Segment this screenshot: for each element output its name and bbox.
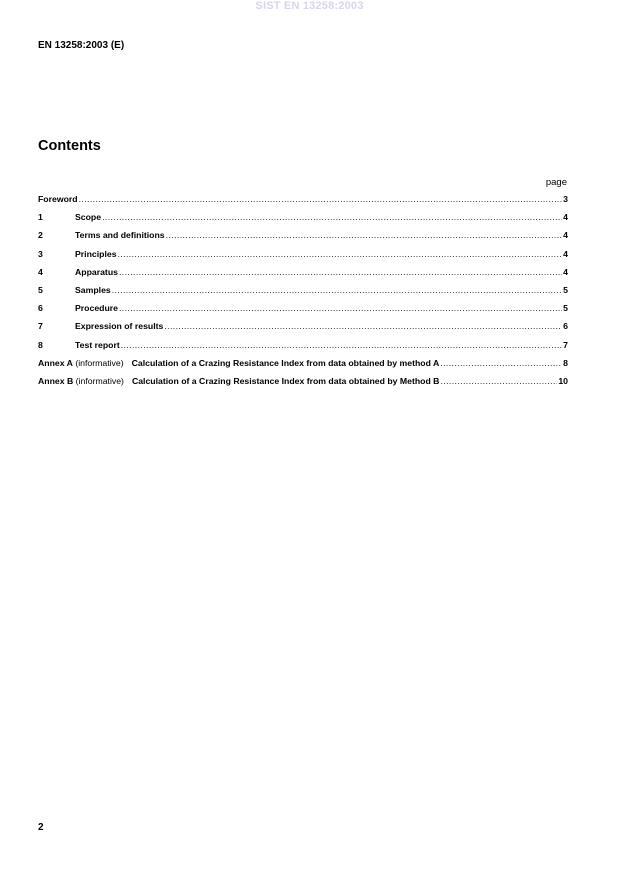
- toc-entry-number: 3: [38, 248, 43, 259]
- toc-leader-dots: [112, 285, 562, 295]
- toc-entry-title: Test report: [75, 339, 120, 350]
- toc-entry-number: 2: [38, 230, 43, 241]
- toc-entry-number: 7: [38, 321, 43, 332]
- toc-entry-expression-of-results[interactable]: [38, 321, 568, 339]
- toc-entry-page: 4: [563, 230, 568, 241]
- toc-leader-dots: [79, 194, 563, 204]
- toc-leader-dots: [166, 230, 563, 240]
- toc-entry-samples[interactable]: [38, 285, 568, 303]
- toc-leader-dots: [440, 358, 562, 368]
- toc-entry-page: 4: [563, 212, 568, 223]
- toc-entry-number: 4: [38, 266, 43, 277]
- toc-entry-page: 8: [563, 357, 568, 368]
- toc-entry-number: 8: [38, 339, 43, 350]
- toc-annex-label: [38, 358, 124, 368]
- toc-entry-page: 7: [563, 339, 568, 350]
- toc-entry-page: 4: [563, 266, 568, 277]
- toc-entry-title: Samples: [75, 284, 111, 295]
- toc-entry-scope[interactable]: [38, 212, 568, 230]
- toc-leader-dots: [440, 376, 557, 386]
- toc-leader-dots: [164, 321, 562, 331]
- toc-entry-number: 6: [38, 303, 43, 314]
- toc-entry-page: 3: [563, 194, 568, 204]
- toc-entry-page: 5: [563, 303, 568, 314]
- toc-entry-page: 5: [563, 284, 568, 295]
- toc-leader-dots: [119, 303, 562, 313]
- page-column-label: page: [545, 177, 567, 188]
- toc-entry-test-report[interactable]: [38, 340, 568, 358]
- contents-heading: Contents: [38, 138, 101, 154]
- page-number: 2: [38, 822, 44, 833]
- toc-entry-apparatus[interactable]: [38, 267, 568, 285]
- toc-entry-page: 10: [558, 375, 568, 386]
- toc-entry-page: 6: [563, 321, 568, 332]
- toc-entry-terms-and-definitions[interactable]: [38, 230, 568, 248]
- toc-entry-title: Calculation of a Crazing Resistance Index from data obtained by method A: [131, 357, 440, 368]
- watermark: SIST EN 13258:2003: [255, 0, 364, 12]
- toc-leader-dots: [118, 249, 563, 259]
- toc-entry-annex-a[interactable]: [38, 358, 568, 376]
- toc-entry-number: 1: [38, 212, 43, 223]
- toc-leader-dots: [102, 212, 562, 222]
- table-of-contents: [38, 194, 568, 394]
- document-id: EN 13258:2003 (E): [38, 40, 125, 51]
- toc-entry-title: Terms and definitions: [75, 230, 165, 241]
- annex-letter: Annex A: [38, 357, 73, 368]
- toc-entry-procedure[interactable]: [38, 303, 568, 321]
- toc-entry-title: Principles: [75, 248, 117, 259]
- annex-letter: Annex B: [38, 375, 74, 386]
- toc-entry-number: 5: [38, 284, 43, 295]
- toc-entry-title: Calculation of a Crazing Resistance Index from data obtained by Method B: [131, 375, 440, 386]
- toc-entry-principles[interactable]: [38, 249, 568, 267]
- toc-entry-title: Expression of results: [75, 321, 164, 332]
- toc-entry-title: Foreword: [38, 194, 78, 204]
- toc-entry-title: Apparatus: [75, 266, 118, 277]
- toc-annex-label: [38, 376, 124, 386]
- toc-leader-dots: [121, 340, 562, 350]
- toc-leader-dots: [119, 267, 562, 277]
- toc-entry-title: Procedure: [75, 303, 118, 314]
- toc-entry-foreword[interactable]: [38, 194, 568, 212]
- toc-entry-page: 4: [563, 248, 568, 259]
- toc-entry-annex-b[interactable]: [38, 376, 568, 394]
- toc-entry-title: Scope: [75, 212, 102, 223]
- annex-note: (informative): [75, 357, 124, 368]
- annex-note: (informative): [75, 375, 124, 386]
